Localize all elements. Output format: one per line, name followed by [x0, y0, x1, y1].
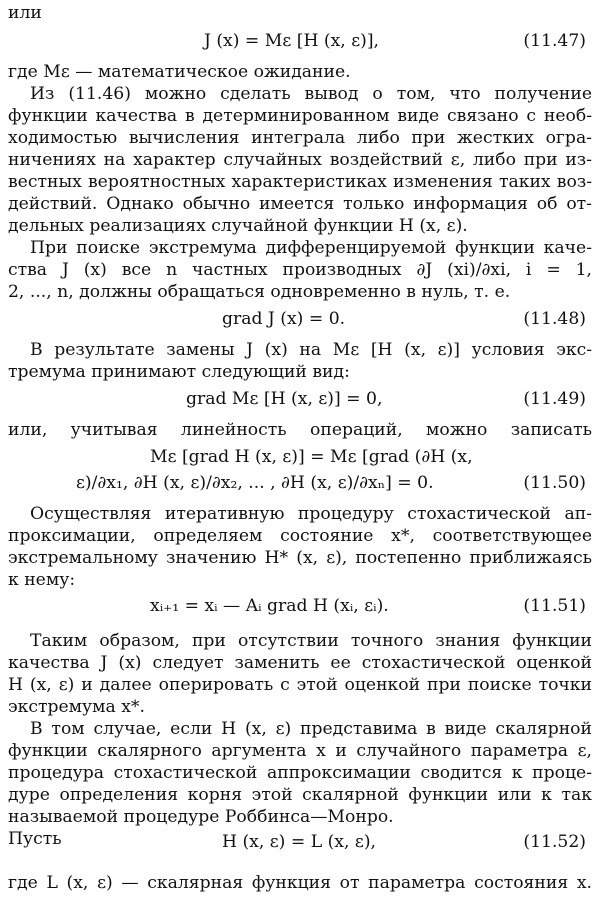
text-line: или: [8, 3, 42, 23]
text-line: качества J (x) следует заменить ее стохастической оценкой: [8, 653, 592, 673]
text-line: Пусть: [8, 829, 62, 849]
equation-number: (11.50): [523, 473, 586, 493]
equation-formula: grad Mε [H (x, ε)] = 0,: [186, 389, 383, 409]
text-line: В результате замены J (x) на Mε [H (x, ε)] условия экс-: [30, 340, 592, 360]
text-line: экстремума x*.: [8, 697, 145, 717]
equation-number: (11.49): [523, 389, 586, 409]
text-line: ства J (x) все n частных производных ∂J (xi)/∂xi, i = 1,: [8, 260, 592, 280]
text-line: В том случае, если H (x, ε) представима в виде скалярной: [30, 719, 592, 739]
equation-formula: grad J (x) = 0.: [222, 309, 346, 329]
text-line: называемой процедуре Роббинса—Монро.: [8, 807, 394, 827]
text-line: проксимации, определяем состояние x*, соответствующее: [8, 526, 592, 546]
equation-11-52: [0, 830, 600, 854]
text-line: дельных реализациях случайной функции H (x, ε).: [8, 216, 468, 236]
equation-formula: J (x) = Mε [H (x, ε)],: [204, 31, 380, 51]
equation-number: (11.52): [523, 832, 586, 852]
text-line: экстремальному значению H* (x, ε), постепенно приближаясь: [8, 548, 592, 568]
text-line: где Mε — математическое ожидание.: [8, 62, 351, 82]
text-line: ничениях на характер случайных воздействий ε, либо при из-: [8, 150, 592, 170]
equation-formula: H (x, ε) = L (x, ε),: [222, 832, 376, 852]
equation-formula: Mε [grad H (x, ε)] = Mε [grad (∂H (x,: [150, 447, 473, 467]
text-line: дуре определения корня этой скалярной функции или к так: [8, 785, 592, 805]
text-line: тремума принимают следующий вид:: [8, 362, 350, 382]
text-line: процедура стохастической аппроксимации сводится к проце-: [8, 763, 592, 783]
text-line: вестных вероятностных характеристиках изменения таких воз-: [8, 172, 592, 192]
equation-formula: xᵢ₊₁ = xᵢ — Aᵢ grad H (xᵢ, εᵢ).: [150, 596, 389, 616]
text-line: функции скалярного аргумента x и случайного параметра ε,: [8, 741, 592, 761]
text-line: действий. Однако обычно имеется только информация об от-: [8, 194, 592, 214]
text-line: к нему:: [8, 570, 76, 590]
equation-number: (11.51): [523, 596, 586, 616]
equation-11-50-line2: [0, 471, 600, 495]
equation-11-50-line1: [0, 445, 600, 469]
text-line: или, учитывая линейность операций, можно записать: [8, 420, 592, 440]
equation-11-51: [0, 594, 600, 618]
equation-formula: ε)/∂x₁, ∂H (x, ε)/∂x₂, ... , ∂H (x, ε)/∂xₙ] = 0.: [76, 473, 434, 493]
text-line: ходимостью вычисления интеграла либо при жестких огра-: [8, 128, 592, 148]
equation-11-48: [0, 307, 600, 331]
text-line: При поиске экстремума дифференцируемой функции каче-: [30, 238, 592, 258]
equation-number: (11.48): [523, 309, 586, 329]
text-line: Из (11.46) можно сделать вывод о том, что получение: [30, 84, 592, 104]
text-line: функции качества в детерминированном виде связано с необ-: [8, 106, 592, 126]
text-line: Таким образом, при отсутствии точного знания функции: [30, 631, 592, 651]
text-line: Осуществляя итеративную процедуру стохастической ап-: [30, 504, 592, 524]
text-line: H (x, ε) и далее оперировать с этой оценкой при поиске точки: [8, 675, 592, 695]
equation-number: (11.47): [523, 31, 586, 51]
equation-11-47: [0, 29, 600, 53]
text-line: где L (x, ε) — скалярная функция от параметра состояния x.: [8, 873, 592, 893]
equation-11-49: [0, 387, 600, 411]
text-line: 2, ..., n, должны обращаться одновременно в нуль, т. е.: [8, 282, 511, 302]
